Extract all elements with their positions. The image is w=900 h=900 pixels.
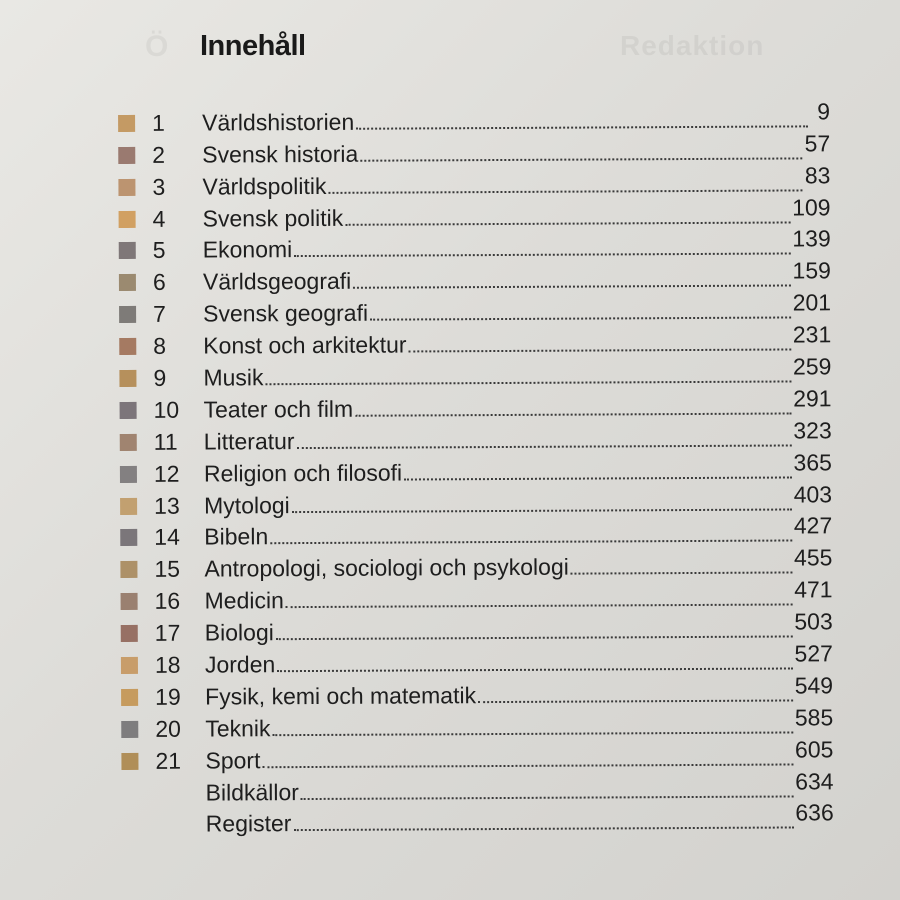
- chapter-number: 16: [154, 587, 181, 615]
- toc-entry[interactable]: [119, 193, 831, 232]
- dotted-leader: [353, 285, 790, 289]
- toc-entry[interactable]: [120, 387, 832, 423]
- chapter-title: Ekonomi: [202, 236, 293, 264]
- page-number: 585: [794, 704, 834, 731]
- dotted-leader: [370, 317, 791, 321]
- chapter-number: 3: [152, 173, 166, 200]
- dotted-leader: [277, 668, 792, 673]
- chapter-color-marker: [120, 561, 137, 578]
- chapter-color-marker: [121, 593, 138, 610]
- dotted-leader: [297, 444, 792, 449]
- dotted-leader: [345, 221, 790, 225]
- toc-entry[interactable]: [121, 706, 833, 742]
- chapter-number: 10: [153, 396, 180, 423]
- chapter-title: Svensk politik: [202, 204, 344, 232]
- dotted-leader: [409, 349, 791, 353]
- dotted-leader: [270, 540, 792, 545]
- chapter-color-marker: [121, 721, 138, 738]
- page-number: 427: [793, 512, 833, 539]
- dotted-leader: [478, 699, 793, 703]
- page-number: 455: [793, 544, 833, 571]
- table-of-contents: [118, 100, 834, 837]
- chapter-color-marker: [120, 434, 137, 451]
- chapter-number: 1: [152, 109, 165, 136]
- chapter-title: Jorden: [204, 651, 276, 678]
- toc-entry[interactable]: [121, 735, 834, 774]
- page-number: 291: [793, 385, 832, 412]
- page-number: 636: [795, 799, 834, 826]
- toc-entry[interactable]: [120, 544, 833, 583]
- toc-entry[interactable]: [119, 355, 831, 391]
- page-number: 201: [792, 289, 832, 316]
- dotted-leader: [328, 189, 802, 193]
- chapter-title: Bibeln: [204, 523, 269, 551]
- dotted-leader: [262, 763, 793, 768]
- toc-entry[interactable]: [121, 608, 833, 647]
- chapter-number: 7: [153, 300, 166, 328]
- chapter-title: Världshistorien: [202, 108, 355, 136]
- toc-entry[interactable]: [122, 799, 834, 838]
- chapter-color-marker: [120, 529, 137, 546]
- toc-entry[interactable]: [118, 132, 830, 168]
- chapter-color-marker: [120, 497, 137, 514]
- page-number: 139: [792, 225, 831, 252]
- dotted-leader: [571, 572, 792, 575]
- chapter-color-marker: [121, 657, 138, 674]
- chapter-color-marker: [121, 753, 138, 770]
- page-number: 231: [792, 321, 832, 348]
- chapter-color-marker: [118, 147, 135, 164]
- chapter-number: 12: [153, 460, 180, 487]
- toc-entry[interactable]: [119, 321, 832, 360]
- chapter-color-marker: [122, 784, 139, 801]
- chapter-title: Konst och arkitektur: [203, 331, 407, 359]
- chapter-number: 4: [152, 205, 166, 232]
- chapter-number: 21: [155, 747, 182, 774]
- chapter-color-marker: [119, 242, 136, 259]
- chapter-title: Svensk geografi: [203, 299, 369, 327]
- page-number: 83: [804, 161, 831, 189]
- chapter-title: Antropologi, sociologi och psykologi: [204, 554, 569, 582]
- page-number: 323: [793, 417, 832, 444]
- toc-entry[interactable]: [118, 161, 831, 200]
- toc-entry[interactable]: [121, 576, 833, 615]
- chapter-color-marker: [119, 210, 136, 227]
- chapter-color-marker: [120, 466, 137, 483]
- page-number: 109: [792, 193, 831, 221]
- chapter-number: 18: [154, 651, 181, 678]
- page-number: 605: [794, 735, 834, 763]
- chapter-title: Bildkällor: [205, 778, 299, 806]
- page-number: 365: [793, 448, 832, 476]
- show-through-mark: Ö: [145, 30, 169, 63]
- dotted-leader: [293, 827, 793, 832]
- chapter-title: Register: [205, 810, 292, 838]
- page-number: 159: [792, 257, 831, 284]
- dotted-leader: [404, 476, 791, 480]
- chapter-number: 5: [152, 237, 166, 264]
- chapter-title: Musik: [203, 364, 264, 391]
- chapter-title: Sport: [205, 746, 261, 774]
- show-through-text: Redaktion: [620, 30, 765, 61]
- chapter-color-marker: [121, 689, 138, 706]
- page-title: Innehåll: [200, 30, 306, 62]
- page-number: 503: [794, 608, 833, 635]
- toc-entry[interactable]: [122, 767, 834, 806]
- chapter-color-marker: [118, 179, 135, 196]
- dotted-leader: [294, 253, 790, 258]
- chapter-color-marker: [119, 338, 136, 355]
- chapter-color-marker: [120, 402, 137, 419]
- chapter-color-marker: [118, 115, 135, 132]
- chapter-color-marker: [121, 625, 138, 642]
- toc-entry[interactable]: [120, 512, 833, 551]
- chapter-title: Teater och film: [203, 395, 354, 423]
- chapter-title: Biologi: [204, 619, 274, 646]
- toc-entry[interactable]: [118, 100, 830, 136]
- dotted-leader: [266, 380, 792, 385]
- chapter-number: 13: [154, 492, 180, 519]
- chapter-title: Teknik: [205, 715, 271, 742]
- chapter-color-marker: [122, 816, 139, 833]
- toc-entry[interactable]: [120, 480, 833, 519]
- page-number: 9: [817, 98, 831, 125]
- chapter-color-marker: [119, 274, 136, 291]
- chapter-title: Fysik, kemi och matematik: [205, 682, 477, 710]
- chapter-title: Världsgeografi: [202, 268, 352, 295]
- chapter-number: 8: [153, 332, 167, 359]
- dotted-leader: [360, 157, 802, 161]
- chapter-number: 15: [154, 556, 181, 583]
- chapter-title: Religion och filosofi: [203, 459, 403, 487]
- page-number: 259: [792, 353, 832, 380]
- chapter-number: 19: [155, 683, 181, 710]
- chapter-number: 2: [152, 141, 166, 168]
- chapter-number: 14: [154, 524, 180, 551]
- dotted-leader: [292, 508, 792, 513]
- toc-entry[interactable]: [121, 642, 833, 678]
- toc-entry[interactable]: [121, 674, 833, 710]
- dotted-leader: [286, 604, 792, 609]
- page-number: 403: [793, 480, 833, 508]
- toc-entry[interactable]: [119, 225, 831, 264]
- chapter-number: 11: [153, 428, 178, 455]
- dotted-leader: [356, 125, 808, 129]
- chapter-title: Svensk historia: [202, 140, 359, 168]
- chapter-color-marker: [119, 306, 136, 323]
- chapter-number: 17: [154, 619, 181, 646]
- toc-entry[interactable]: [119, 289, 832, 328]
- dotted-leader: [273, 731, 793, 736]
- dotted-leader: [276, 636, 793, 641]
- dotted-leader: [301, 795, 793, 800]
- page-number: 634: [795, 767, 834, 795]
- page-number: 549: [794, 672, 834, 699]
- chapter-number: 20: [155, 715, 181, 742]
- chapter-title: Mytologi: [204, 491, 290, 519]
- toc-entry[interactable]: [120, 419, 832, 455]
- dotted-leader: [355, 412, 791, 416]
- chapter-number: 6: [152, 269, 166, 296]
- toc-entry[interactable]: [119, 257, 831, 296]
- chapter-title: Världspolitik: [202, 172, 327, 200]
- chapter-title: Litteratur: [203, 427, 295, 455]
- page-number: 471: [794, 576, 833, 603]
- chapter-title: Medicin: [204, 587, 284, 614]
- toc-entry[interactable]: [120, 448, 832, 487]
- chapter-number: 9: [153, 364, 167, 391]
- page-number: 527: [794, 640, 833, 667]
- chapter-color-marker: [119, 370, 136, 387]
- page-number: 57: [804, 130, 831, 157]
